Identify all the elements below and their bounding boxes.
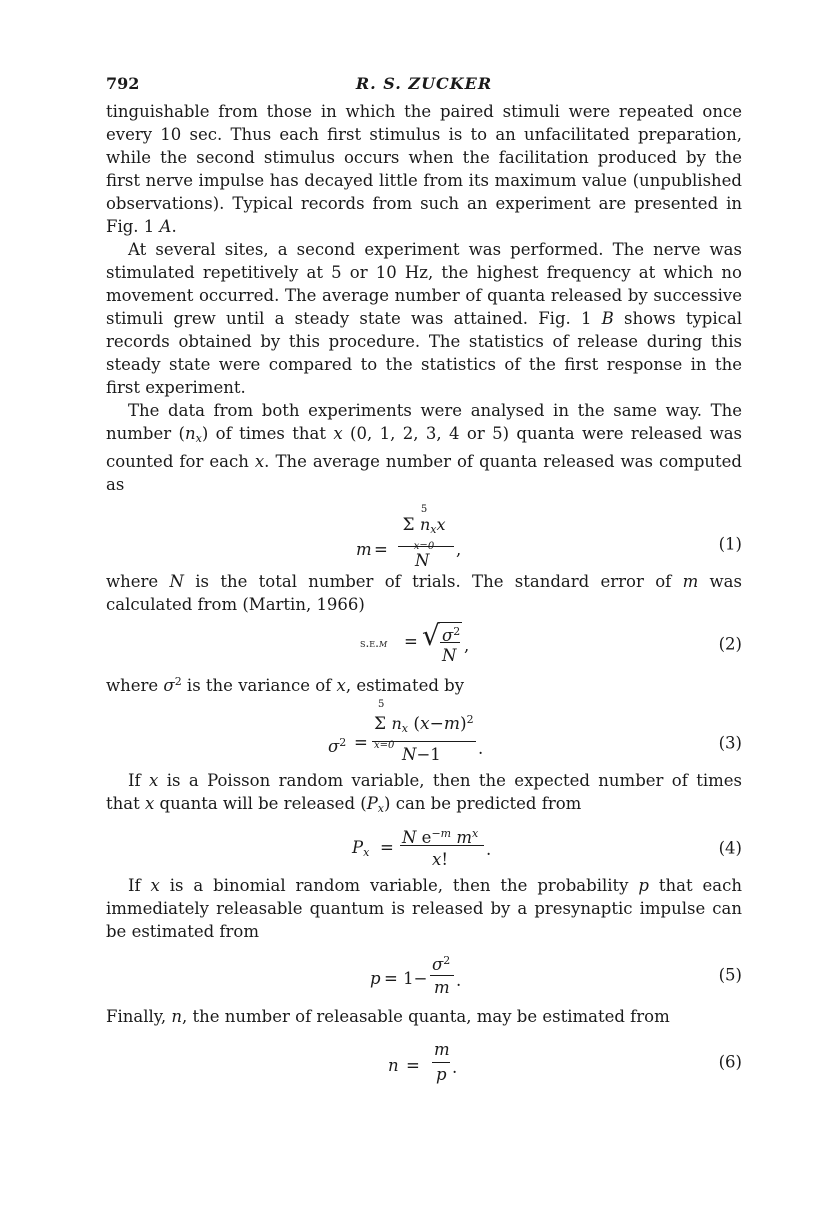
equation-6: n = m p . (6) xyxy=(388,1040,742,1084)
paragraph-3: The data from both experiments were analysed in the same way. The number $(n_x)$ of times that x (0, 1, 2, 3, 4 or 5) quanta were released was counted for each x. The average number of quanta released was computed as xyxy=(106,401,743,494)
page-number: 792 xyxy=(106,74,140,93)
page-header xyxy=(106,72,742,98)
equation-3: $\sigma^2$ = 5 Σ $n_x$ $(x-m)^2$ x=0 N−1 . (3) xyxy=(328,699,742,764)
equation-1-number: (1) xyxy=(718,534,742,554)
paragraph-final: Finally, n, the number of releasable quanta, may be estimated from xyxy=(106,1007,670,1026)
paragraph-after-eq2: where $\sigma^2$ is the variance of x, estimated by xyxy=(106,675,465,695)
equation-2: s.e.m = √ $\sigma^2$ N , (2) xyxy=(360,619,742,665)
equation-1: m = 5 Σ $n_xx$ x=0 N , (1) xyxy=(356,504,742,570)
paragraph-after-eq1: where N is the total number of trials. The standard error of m was calculated from (Martin, 1966) xyxy=(106,572,742,614)
equation-5: p = 1− $\sigma^2$ m . (5) xyxy=(370,954,742,997)
page xyxy=(106,72,742,1092)
equation-4: $P_x$ = N $e^{-m}$ $m^x$ x! . (4) xyxy=(352,827,742,869)
equation-5-number: (5) xyxy=(718,965,742,985)
equation-3-number: (3) xyxy=(718,733,742,753)
paragraph-1: tinguishable from those in which the paired stimuli were repeated once every 10 sec. Thus each first stimulus is to an unfacilitated preparation, while the second stimulus occurs when the facilitation produced by the first nerve impulse has decayed little from its maximum value (unpublished observations). Typical records from such an experiment are presented in Fig. 1 A. xyxy=(106,102,742,236)
equation-6-number: (6) xyxy=(718,1052,742,1072)
paragraph-binomial: If x is a binomial random variable, then the probability p that each immediately releasable quantum is released by a presynaptic impulse can be estimated from xyxy=(106,876,743,941)
equation-4-number: (4) xyxy=(718,838,742,858)
equation-2-number: (2) xyxy=(718,634,742,654)
running-head: R. S. ZUCKER xyxy=(355,74,493,93)
paragraph-poisson: If x is a Poisson random variable, then the expected number of times that x quanta will be released $(P_x)$ can be predicted from xyxy=(106,771,742,815)
paragraph-2: At several sites, a second experiment was performed. The nerve was stimulated repetitively at 5 or 10 Hz, the highest frequency at which no movement occurred. The average number of quanta released by successive stimuli grew until a steady state was attained. Fig. 1 B shows typical records obtained by this procedure. The statistics of release during this steady state were compared to the statistics of the first response in the first experiment. xyxy=(106,240,742,397)
